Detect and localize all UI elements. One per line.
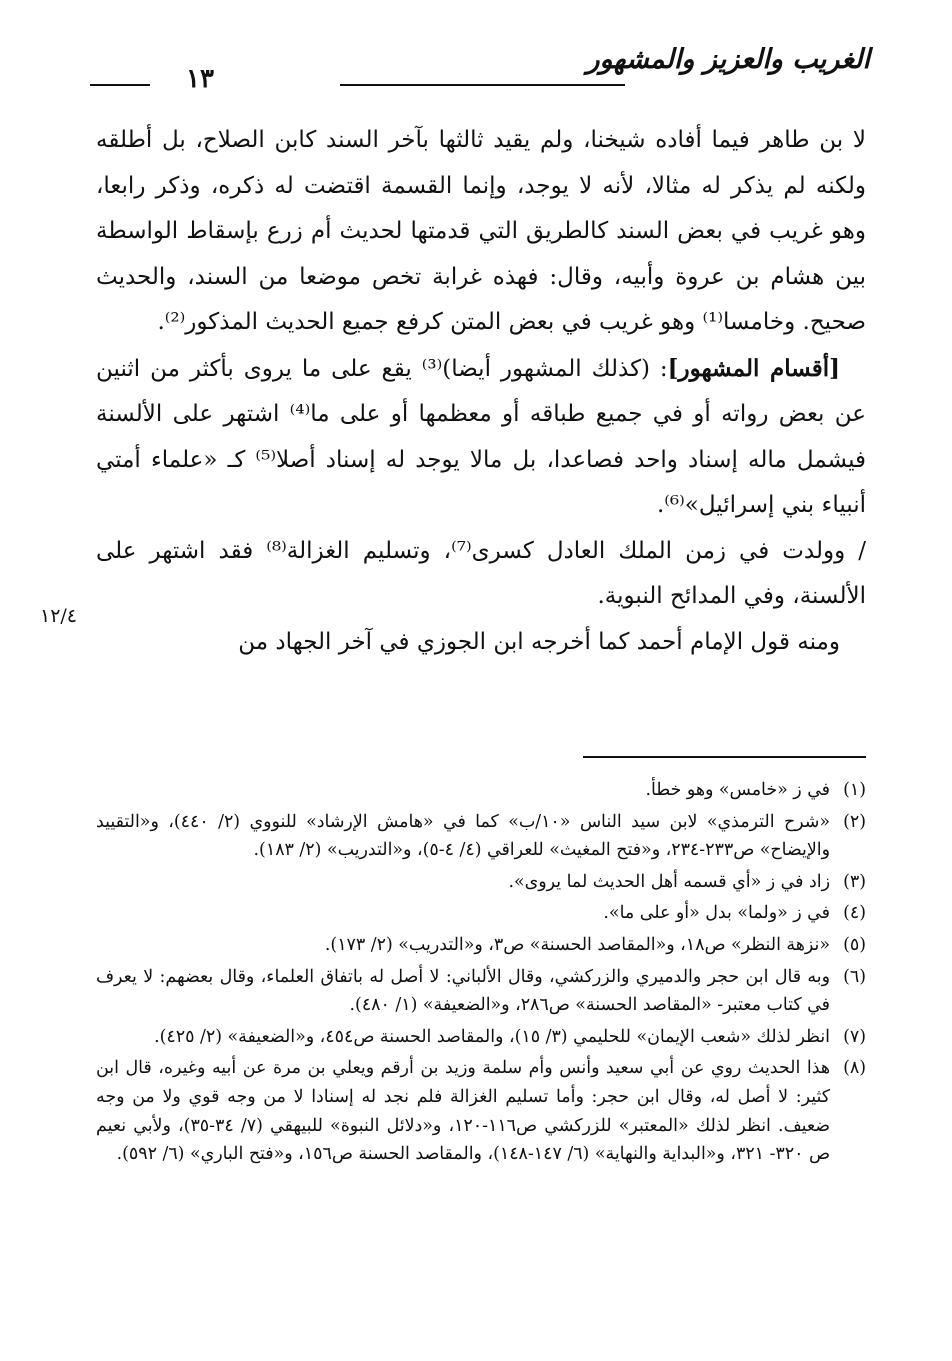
paragraph-2-text: : (كذلك المشهور أيضا)⁽³⁾ يقع على ما يروى بأكثر من اثنين عن بعض رواته أو في جميع طباقه أو معظمها أو على ما⁽⁴⁾ اشتهر على الألسنة فيشمل ماله إسناد واحد فصاعدا، بل مالا يوجد له إسناد أصلا⁽⁵⁾ كـ «علماء أمتي أنبياء بني إسرائيل»⁽⁶⁾. bbox=[96, 355, 867, 518]
section-heading: [أقسام المشهور] bbox=[667, 354, 841, 382]
footnote-text: زاد في ز «أي قسمه أهل الحديث لما يروى». bbox=[508, 871, 830, 892]
footnote-text: في ز «ولما» بدل «أو على ما». bbox=[603, 903, 830, 924]
footnote-number: (٥) bbox=[843, 934, 866, 955]
footnote-4 bbox=[96, 899, 866, 928]
margin-note: ١٢/٤ bbox=[40, 605, 78, 627]
footnote-number: (٤) bbox=[843, 903, 866, 924]
paragraph-4: ومنه قول الإمام أحمد كما أخرجه ابن الجوزي في آخر الجهاد من bbox=[238, 628, 840, 655]
footnote-number: (٦) bbox=[843, 966, 866, 987]
footnote-number: (٧) bbox=[843, 1026, 866, 1047]
footnote-number: (٢) bbox=[843, 811, 866, 832]
footnote-2 bbox=[96, 808, 866, 865]
footnote-separator bbox=[583, 756, 866, 758]
footnotes bbox=[96, 776, 866, 1172]
footnote-text: في ز «خامس» وهو خطأ. bbox=[645, 780, 830, 800]
footnote-text: وبه قال ابن حجر والدميري والزركشي، وقال الألباني: لا أصل له باتفاق العلماء، وقال بعضهم: لا يعرف في كتاب معتبر- «المقاصد الحسنة» ص٢٨٦، و«الضعيفة» (١/ ٤٨٠). bbox=[96, 966, 830, 1016]
footnote-text: «نزهة النظر» ص١٨، و«المقاصد الحسنة» ص٣، و«التدريب» (٢/ ١٧٣). bbox=[324, 934, 830, 955]
footnote-6 bbox=[96, 963, 866, 1020]
header-rule-left bbox=[90, 84, 150, 86]
main-text bbox=[96, 118, 866, 665]
header-rule bbox=[340, 84, 625, 86]
footnote-number: (١) bbox=[843, 780, 866, 800]
footnote-3 bbox=[96, 868, 866, 897]
footnote-text: «شرح الترمذي» لابن سيد الناس «١٠/ب» كما في «هامش الإرشاد» للنووي (٢/ ٤٤٠)، و«التقييد والإيضاح» ص٢٣٣-٢٣٤، و«فتح المغيث» للعراقي (٤/ ٤-٥)، و«التدريب» (٢/ ١٨٣). bbox=[96, 811, 830, 861]
footnote-7 bbox=[96, 1023, 866, 1052]
footnote-8 bbox=[96, 1054, 866, 1168]
footnote-number: (٨) bbox=[843, 1058, 866, 1079]
page-header bbox=[90, 40, 870, 94]
running-title: الغريب والعزيز والمشهور bbox=[586, 44, 870, 75]
footnote-5 bbox=[96, 931, 866, 960]
footnote-text: هذا الحديث روي عن أبي سعيد وأنس وأم سلمة وزيد بن أرقم ويعلي بن مرة عن أبيه وغيره، قال ابن كثير: لا أصل له، وقال ابن حجر: وأما تسليم الغزالة فلم نجد له إسنادا لا من وجه قوي ولا من وجه ضعيف. انظر لذلك «المعتبر» للزركشي ص١١٦-١٢٠، و«دلائل النبوة» للبيهقي (٧/ ٣٤-٣٥)، ولأبي نعيم ص ٣٢٠- ٣٢١، و«البداية والنهاية» (٦/ ١٤٧-١٤٨)، والمقاصد الحسنة ص١٥٦، و«فتح الباري» (٦/ ٥٩٢). bbox=[96, 1058, 830, 1165]
page-number: ١٣ bbox=[186, 64, 214, 94]
footnote-number: (٣) bbox=[843, 871, 866, 892]
footnote-text: انظر لذلك «شعب الإيمان» للحليمي (٣/ ١٥)، والمقاصد الحسنة ص٤٥٤، و«الضعيفة» (٢/ ٤٢٥). bbox=[154, 1026, 830, 1047]
paragraph-2 bbox=[96, 346, 866, 529]
footnote-1 bbox=[96, 776, 866, 805]
paragraph-3: / وولدت في زمن الملك العادل كسرى⁽⁷⁾، وتسليم الغزالة⁽⁸⁾ فقد اشتهر على الألسنة، وفي المدائح النبوية. bbox=[96, 537, 867, 609]
paragraph-1: لا بن طاهر فيما أفاده شيخنا، ولم يقيد ثالثها بآخر السند كابن الصلاح، بل أطلقه ولكنه لم يذكر له مثالا، لأنه لا يوجد، وإنما القسمة اقتضت له ذكره، وذكر رابعا، وهو غريب في بعض السند كالطريق التي قدمتها لحديث أم زرع بإسقاط الواسطة بين هشام بن عروة وأبيه، وقال: فهذه غرابة تخص موضعا من السند، والحديث صحيح. وخامسا⁽¹⁾ وهو غريب في بعض المتن كرفع جميع الحديث المذكور⁽²⁾. bbox=[96, 127, 866, 335]
